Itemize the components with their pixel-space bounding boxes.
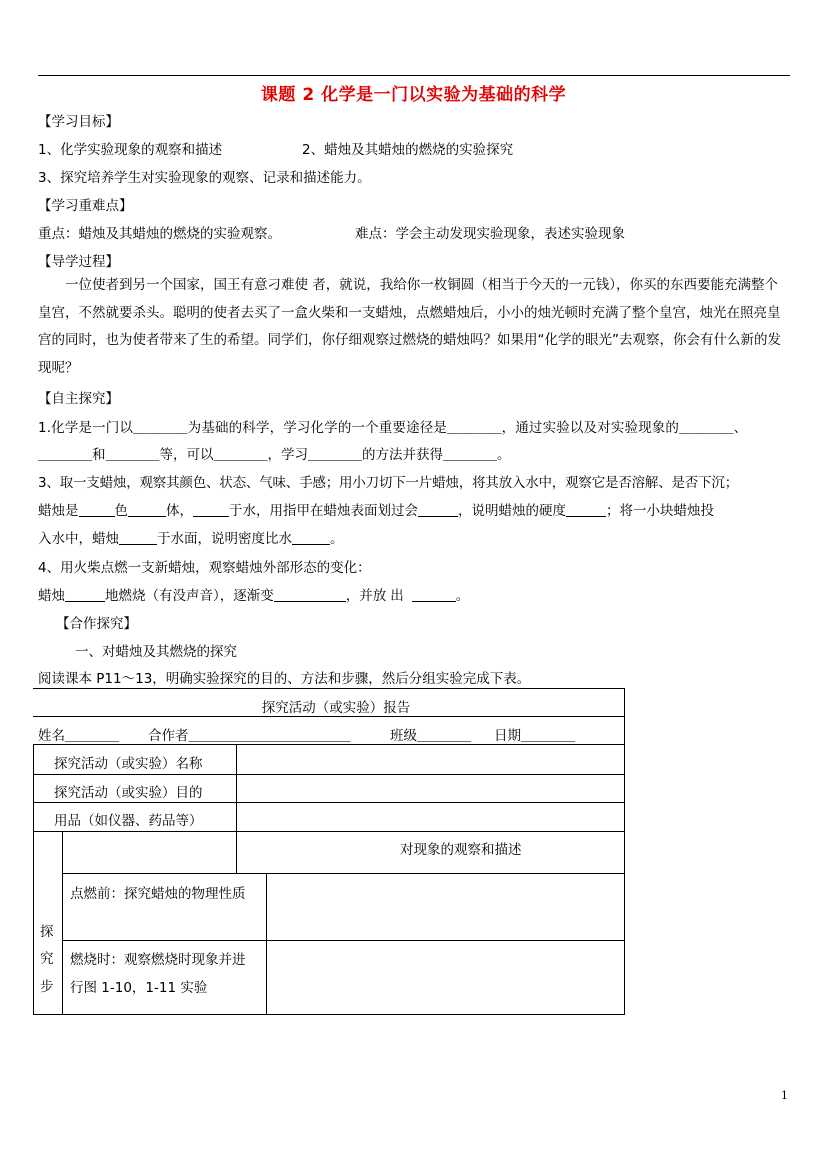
q3-text-a: 蜡烛是 <box>38 503 79 519</box>
blank-field[interactable] <box>79 503 115 518</box>
name-field[interactable]: 姓名＿＿＿＿ <box>38 728 119 744</box>
key-point: 重点：蜡烛及其蜡烛的燃烧的实验观察。 <box>38 226 281 242</box>
q3-text-e: ，说明蜡烛的硬度 <box>458 503 566 519</box>
blank-field[interactable] <box>292 531 330 546</box>
q3-text-d: 于水，用指甲在蜡烛表面划过会 <box>229 503 418 519</box>
side-label-char-3: 步 <box>40 979 54 995</box>
blank-field[interactable] <box>412 588 456 603</box>
table-line <box>33 1014 625 1015</box>
blank-field[interactable] <box>274 588 346 603</box>
class-field[interactable]: 班级＿＿＿＿ <box>390 728 471 744</box>
page-title: 课题 2 化学是一门以实验为基础的科学 <box>260 85 567 105</box>
q3-text-h: 于水面，说明密度比水 <box>157 531 292 547</box>
goal-2: 2、蜡烛及其蜡烛的燃烧的实验探究 <box>302 142 514 158</box>
blank-field[interactable] <box>65 588 105 603</box>
table-line <box>62 940 625 941</box>
question-3-line-3 <box>38 527 344 547</box>
q3-text-f: ；将一小块蜡烛投 <box>606 503 714 519</box>
blank-field[interactable] <box>119 531 157 546</box>
blank-field[interactable] <box>418 503 458 518</box>
q4-text-a: 蜡烛 <box>38 588 65 604</box>
coop-subheading: 一、对蜡烛及其燃烧的探究 <box>75 644 237 660</box>
blank-field[interactable] <box>128 503 166 518</box>
guide-paragraph: 一位使者到另一个国家，国王有意刁难使 者，就说，我给你一枚铜圆（相当于今天的一元钱），你买的东西要能充满整个皇宫，不然就要杀头。聪明的使者去买了一盒火柴和一支蜡烛，点燃蜡烛后，小小的烛光顿时充满了整个皇宫，烛光在照亮皇宫的同时，也为使者带来了生的希望。同学们，你仔细观察过燃烧的蜡烛吗？如果用“化学的眼光”去观察，你会有什么新的发现呢？ <box>38 277 781 376</box>
header-rule <box>38 75 790 76</box>
table-line <box>33 802 625 803</box>
row-label-name: 探究活动（或实验）名称 <box>54 756 203 772</box>
question-3-line-1: 3、取一支蜡烛，观察其颜色、状态、气味、手感；用小刀切下一片蜡烛，将其放入水中，观察它是否溶解、是否下沉； <box>38 475 738 491</box>
q4-text-b: 地燃烧（有没声音），逐渐变 <box>105 588 274 604</box>
q3-text-g: 入水中，蜡烛 <box>38 531 119 547</box>
date-field[interactable]: 日期＿＿＿＿ <box>494 728 575 744</box>
reading-instruction: 阅读课本 P11～13，明确实验探究的目的、方法和步骤，然后分组实验完成下表。 <box>38 671 531 687</box>
goal-1: 1、化学实验现象的观察和描述 <box>38 142 223 158</box>
q4-text-c: ，并放 <box>345 588 387 604</box>
question-1-line-2: ＿＿＿＿和＿＿＿＿等，可以＿＿＿＿，学习＿＿＿＿的方法并获得＿＿＿＿。 <box>38 447 511 463</box>
side-label-char-2: 究 <box>40 951 54 967</box>
goals-header: 【学习目标】 <box>38 114 119 130</box>
question-1-line-1: 1.化学是一门以＿＿＿＿为基础的科学，学习化学的一个重要途径是＿＿＿＿，通过实验以及对实验现象的＿＿＿＿、 <box>38 420 748 436</box>
side-label-char-1: 探 <box>40 924 54 940</box>
q3-text-c: 体， <box>166 503 193 519</box>
question-4-line-2 <box>38 584 469 604</box>
step-before-ignition: 点燃前：探究蜡烛的物理性质 <box>70 886 246 902</box>
guide-header: 【导学过程】 <box>38 254 119 270</box>
table-line <box>33 688 625 689</box>
table-line <box>62 831 63 1015</box>
self-explore-header: 【自主探究】 <box>38 391 119 407</box>
goal-3: 3、探究培养学生对实验现象的观察、记录和描述能力。 <box>38 170 371 186</box>
blank-field[interactable] <box>193 503 229 518</box>
blank-field[interactable] <box>566 503 606 518</box>
q3-text-b: 色 <box>114 503 128 519</box>
step-burning-line-1: 燃烧时：观察燃烧时现象并进 <box>70 952 246 968</box>
q4-text-e: 。 <box>455 588 470 604</box>
table-line <box>266 873 267 1015</box>
table-line <box>33 716 625 717</box>
table-line <box>33 831 625 832</box>
table-line <box>624 688 625 1015</box>
step-burning-line-2: 行图 1-10，1-11 实验 <box>70 980 208 996</box>
q3-text-i: 。 <box>330 531 344 547</box>
partner-field[interactable]: 合作者＿＿＿＿＿＿＿＿＿＿＿＿ <box>148 728 351 744</box>
column-header-observation: 对现象的观察和描述 <box>400 842 522 858</box>
table-line <box>236 744 237 874</box>
table-line <box>33 774 625 775</box>
table-line <box>33 744 625 745</box>
key-header: 【学习重难点】 <box>38 198 133 214</box>
row-label-supplies: 用品（如仪器、药品等） <box>54 813 203 829</box>
page-number: 1 <box>781 1089 788 1102</box>
report-title: 探究活动（或实验）报告 <box>261 700 411 716</box>
q4-text-d: 出 <box>390 588 404 604</box>
table-line <box>62 873 625 874</box>
row-label-purpose: 探究活动（或实验）目的 <box>54 785 203 801</box>
question-3-line-2 <box>38 499 714 519</box>
question-4: 4、用火柴点燃一支新蜡烛，观察蜡烛外部形态的变化： <box>38 560 371 576</box>
difficult-point: 难点：学会主动发现实验现象，表述实验现象 <box>355 226 625 242</box>
table-line <box>33 744 34 1015</box>
coop-header: 【合作探究】 <box>56 616 137 632</box>
